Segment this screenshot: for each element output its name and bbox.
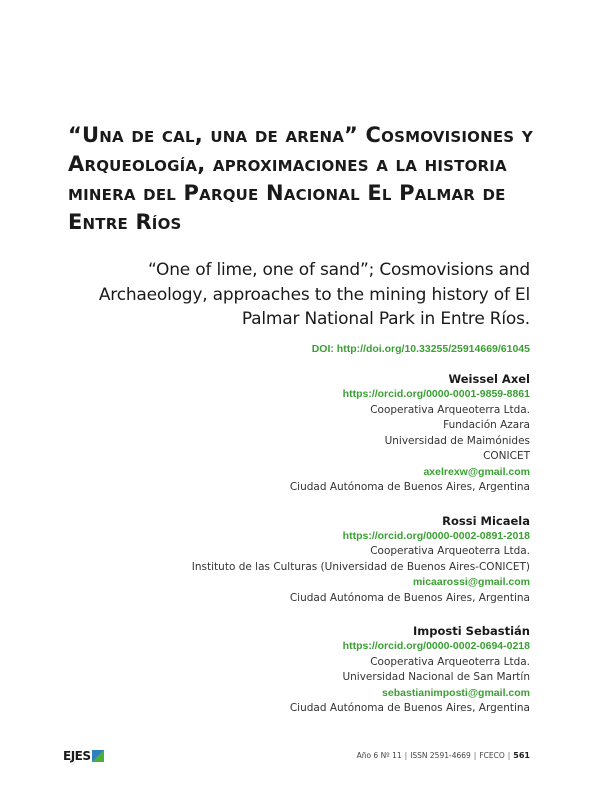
- separator: |: [404, 751, 408, 760]
- separator: |: [473, 751, 477, 760]
- institution: FCECO: [479, 751, 505, 760]
- affiliation: Universidad de Maimónides: [384, 434, 530, 447]
- author-block: [110, 372, 530, 496]
- affiliation: Universidad Nacional de San Martín: [342, 671, 530, 683]
- location: Ciudad Autónoma de Buenos Aires, Argentina: [289, 702, 530, 714]
- orcid-link[interactable]: https://orcid.org/0000-0001-9859-8861: [342, 388, 530, 400]
- article-title: “Una de cal, una de arena” Cosmovisiones y Arqueología, aproximaciones a la historia minera del Parque Nacional El Palmar de Entre Ríos: [68, 123, 533, 234]
- logo-mark-icon: [92, 750, 104, 762]
- doi-link[interactable]: DOI: http://doi.org/10.33255/25914669/61045: [311, 343, 530, 355]
- author-name: Imposti Sebastián: [413, 624, 530, 638]
- author-block: [110, 624, 530, 717]
- footer-info: [357, 751, 530, 760]
- affiliation: Cooperativa Arqueoterra Ltda.: [370, 403, 530, 416]
- page-number: 561: [513, 751, 530, 760]
- email-link[interactable]: axelrexw@gmail.com: [423, 465, 530, 478]
- authors-block: [110, 372, 530, 735]
- article-subtitle-english: “One of lime, one of sand”; Cosmovisions and Archaeology, approaches to the mining history of El Palmar National Park in Entre Ríos.: [98, 260, 530, 329]
- location: Ciudad Autónoma de Buenos Aires, Argentina: [289, 481, 530, 493]
- location: Ciudad Autónoma de Buenos Aires, Argentina: [289, 591, 530, 604]
- author-name: Rossi Micaela: [442, 513, 530, 528]
- issue-number: Año 6 Nº 11: [356, 751, 402, 760]
- email-link[interactable]: micaarossi@gmail.com: [412, 576, 530, 588]
- orcid-link[interactable]: https://orcid.org/0000-0002-0891-2018: [342, 529, 530, 542]
- logo-text: EJES: [63, 749, 91, 763]
- affiliation: Cooperativa Arqueoterra Ltda.: [370, 655, 530, 668]
- affiliation: Cooperativa Arqueoterra Ltda.: [370, 545, 530, 557]
- email-link[interactable]: sebastianimposti@gmail.com: [382, 686, 530, 699]
- author-name: Weissel Axel: [448, 372, 530, 386]
- affiliation: CONICET: [483, 450, 530, 462]
- affiliation: Instituto de las Culturas (Universidad de Buenos Aires-CONICET): [191, 560, 530, 573]
- affiliation: Fundación Azara: [443, 419, 530, 431]
- author-block: [110, 514, 530, 607]
- orcid-link[interactable]: https://orcid.org/0000-0002-0694-0218: [342, 640, 530, 652]
- issn: ISSN 2591-4669: [410, 751, 471, 760]
- journal-logo: [63, 748, 104, 764]
- separator: |: [507, 751, 511, 760]
